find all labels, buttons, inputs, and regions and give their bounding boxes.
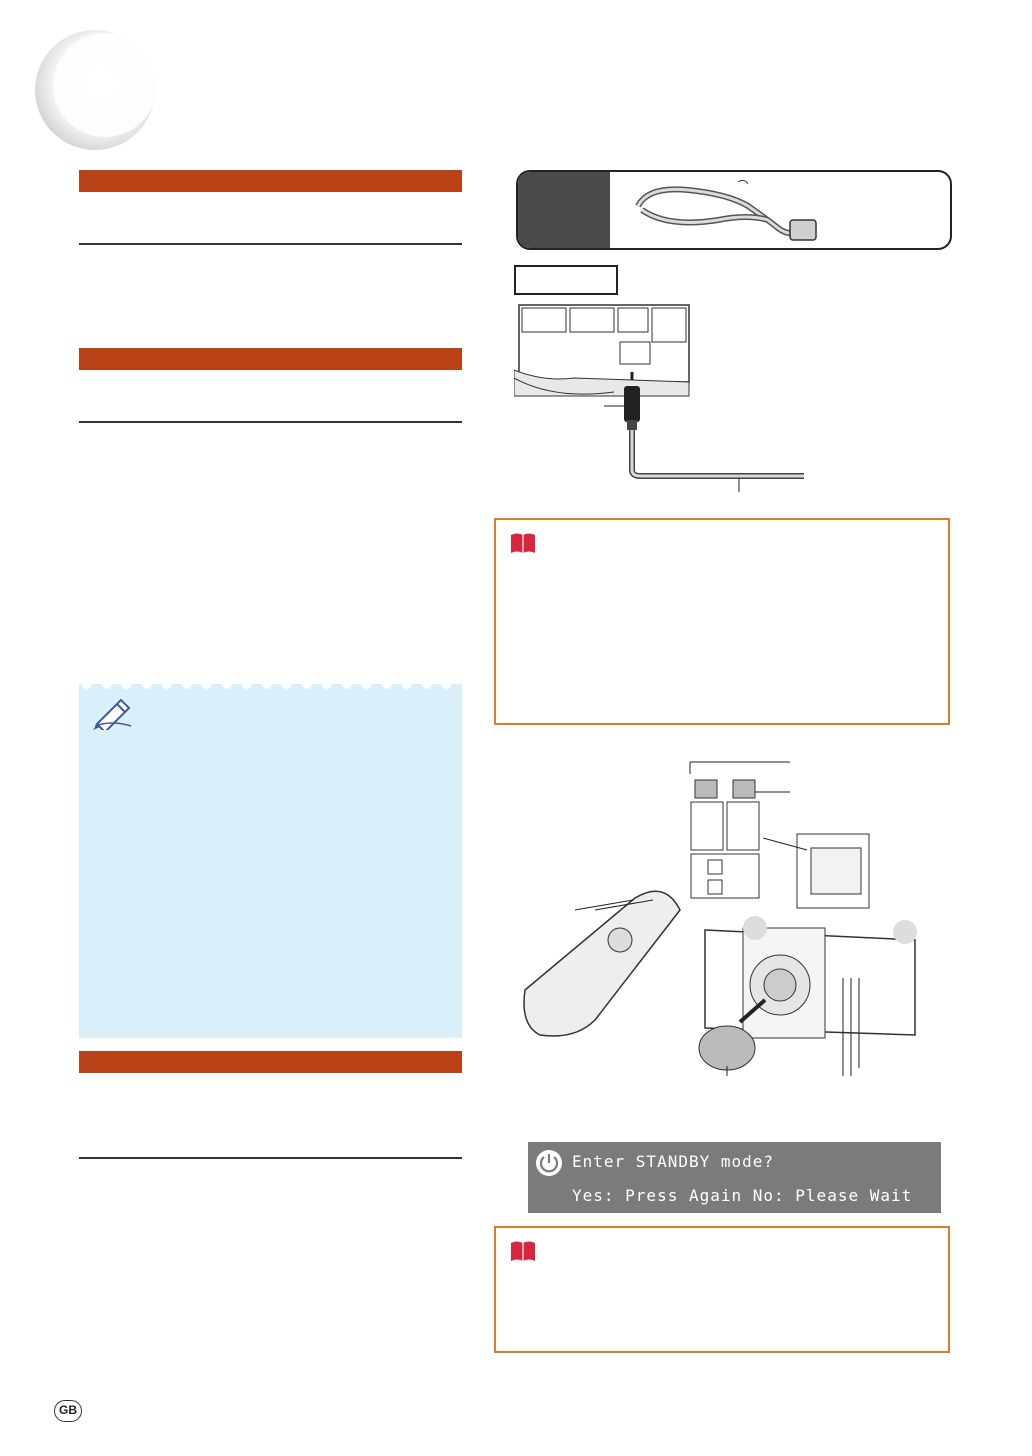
supplied-accessory-box	[516, 170, 952, 250]
section-divider-2	[79, 421, 462, 423]
section-heading-bar-3	[79, 1051, 462, 1073]
osd-message: Enter STANDBY mode?	[572, 1152, 775, 1171]
pencil-note-icon	[91, 696, 135, 730]
connection-label-box	[514, 265, 618, 295]
accessory-label-panel	[518, 172, 610, 248]
section-heading-bar-2	[79, 348, 462, 370]
osd-instruction: Yes: Press Again No: Please Wait	[572, 1186, 913, 1205]
info-box-2	[494, 1226, 950, 1353]
projector-rear-panel-illustration	[514, 300, 814, 500]
header-circle-decoration	[30, 25, 160, 155]
note-box-scallop-edge	[79, 680, 462, 692]
section-divider-3	[79, 1157, 462, 1159]
info-book-icon	[510, 532, 536, 554]
region-badge: GB	[54, 1400, 82, 1422]
power-cord-illustration	[628, 176, 828, 246]
note-box	[79, 680, 462, 1038]
section-divider-1	[79, 243, 462, 245]
section-heading-bar-1	[79, 170, 462, 192]
info-box-1	[494, 518, 950, 725]
power-icon	[534, 1148, 564, 1178]
info-book-icon	[510, 1240, 536, 1262]
standby-confirm-osd	[528, 1142, 941, 1213]
projector-front-and-remote-illustration	[515, 750, 925, 1080]
